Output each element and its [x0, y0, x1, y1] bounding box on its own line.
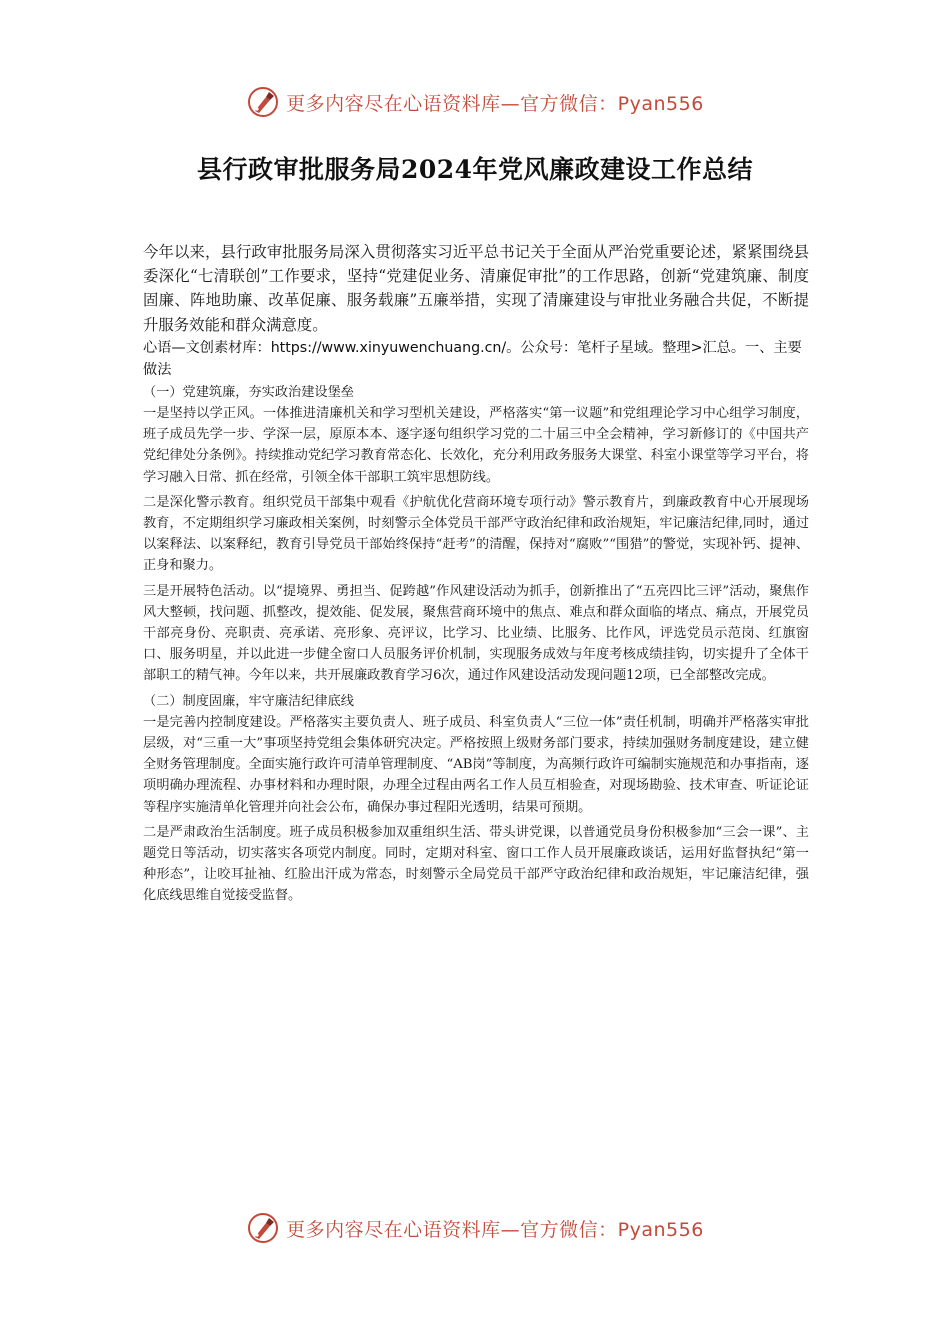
section-party-building: [143, 382, 809, 687]
section-paragraph: 二是深化警示教育。组织党员干部集中观看《护航优化营商环境专项行动》警示教育片，到廉政教育中心开展现场教育，不定期组织学习廉政相关案例，时刻警示全体党员干部严守政治纪律和政治规矩，牢记廉洁纪律,同时，通过以案释法、以案释纪，教育引导党员干部始终保持“赶考”的清醒，保持对“腐败”“围猎”的警觉，实现补钙、提神、正身和聚力。: [143, 494, 809, 574]
intro-paragraph: 今年以来，县行政审批服务局深入贯彻落实习近平总书记关于全面从严治党重要论述，紧紧围绕县委深化“七清联创”工作要求，坚持“党建促业务、清廉促审批”的工作思路，创新“党建筑廉、制度固廉、阵地助廉、改革促廉、服务载廉”五廉举措，实现了清廉建设与审批业务融合共促，不断提升服务效能和群众满意度。: [143, 243, 809, 334]
pen-nib-icon: [246, 85, 280, 119]
section-paragraph: 二是严肃政治生活制度。班子成员积极参加双重组织生活、带头讲党课，以普通党员身份积极参加“三会一课”、主题党日等活动，切实落实各项党内制度。同时，定期对科室、窗口工作人员开展廉政谈话，运用好监督执纪“第一种形态”，让咬耳扯袖、红脸出汗成为常态，时刻警示全局党员干部严守政治纪律和政治规矩，牢记廉洁纪律，强化底线思维自觉接受监督。: [143, 824, 809, 904]
watermark-text: 更多内容尽在心语资料库—官方微信：Pyan556: [286, 1218, 704, 1241]
watermark-banner-bottom: [0, 1208, 950, 1248]
page-title: 县行政审批服务局2024年党风廉政建设工作总结: [196, 155, 754, 184]
pen-nib-icon: [246, 1211, 280, 1245]
source-note: 心语—文创素材库：https://www.xinyuwenchuang.cn/。公众号：笔杆子星域。整理>汇总。一、主要做法: [143, 339, 802, 379]
section-paragraph: 一是完善内控制度建设。严格落实主要负责人、班子成员、科室负责人“三位一体”责任机制，明确并严格落实审批层级，对“三重一大”事项坚持党组会集体研究决定。严格按照上级财务部门要求，持续加强财务制度建设，建立健全财务管理制度。全面实施行政许可清单管理制度、“AB岗”等制度，为高频行政许可编制实施规范和办事指南，逐项明确办理流程、办事材料和办理时限，办理全过程由两名工作人员互相验查，对现场勘验、技术审查、听证论证等程序实施清单化管理并向社会公布，确保办事过程阳光透明，结果可预期。: [143, 714, 809, 815]
section-paragraph: 三是开展特色活动。以“提境界、勇担当、促跨越”作风建设活动为抓手，创新推出了“五亮四比三评”活动，聚焦作风大整顿，找问题、抓整改，提效能、促发展，聚焦营商环境中的焦点、难点和群众面临的堵点、痛点，开展党员干部亮身份、亮职责、亮承诺、亮形象、亮评议，比学习、比业绩、比服务、比作风，评选党员示范岗、红旗窗口、服务明星，并以此进一步健全窗口人员服务评价机制，实现服务成效与年度考核成绩挂钩，切实提升了全体干部职工的精气神。今年以来，共开展廉政教育学习6次，通过作风建设活动发现问题12项，已全部整改完成。: [143, 583, 809, 684]
watermark-banner-top: [0, 82, 950, 122]
section-heading: （二）制度固廉，牢守廉洁纪律底线: [143, 693, 354, 709]
section-heading: （一）党建筑廉，夯实政治建设堡垒: [143, 384, 354, 400]
watermark-text: 更多内容尽在心语资料库—官方微信：Pyan556: [286, 92, 704, 115]
intro-block: [143, 240, 809, 337]
section-institution: [143, 691, 809, 907]
document-body: [143, 240, 809, 911]
section-paragraph: 一是坚持以学正风。一体推进清廉机关和学习型机关建设，严格落实“第一议题”和党组理论学习中心组学习制度，班子成员先学一步、学深一层，原原本本、逐字逐句组织学习党的二十届三中全会精神，学习新修订的《中国共产党纪律处分条例》。持续推动党纪学习教育常态化、长效化，充分利用政务服务大课堂、科室小课堂等学习平台，将学习融入日常、抓在经常，引领全体干部职工筑牢思想防线。: [143, 406, 809, 485]
